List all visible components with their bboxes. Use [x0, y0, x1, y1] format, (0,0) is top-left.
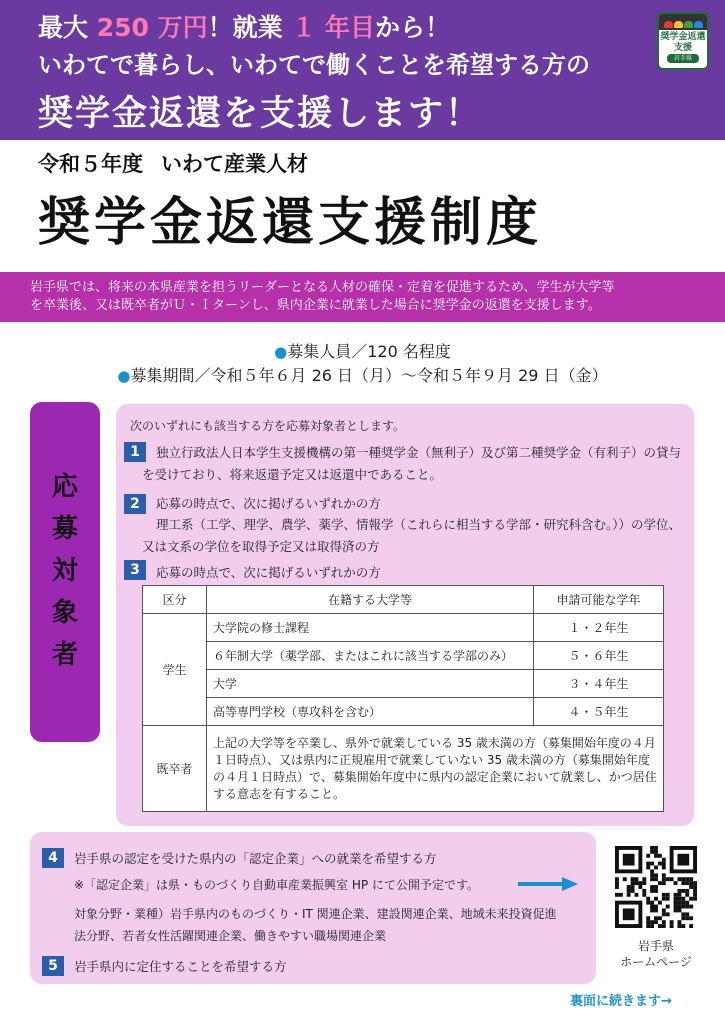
- grade-cell: ３・４年生: [534, 670, 664, 698]
- grade-cell: １・２年生: [534, 614, 664, 642]
- recruit-count: [0, 340, 725, 364]
- table-row: [143, 726, 664, 812]
- table-row: [143, 642, 664, 670]
- qr-label-line-1: 岩手県: [637, 939, 674, 953]
- program-year: 令和５年度: [38, 152, 143, 176]
- item-number-1: 1: [124, 442, 146, 462]
- bullet-icon: ●: [274, 343, 288, 361]
- item-number-2: 2: [124, 494, 146, 514]
- intro-line-1: 岩手県では、将来の本県産業を担うリーダーとなる人材の確保・定着を促進するため、学生が大学等: [30, 280, 615, 295]
- table-header: 申請可能な学年: [534, 586, 664, 614]
- eligibility-panel: [116, 404, 694, 826]
- item-number-4: 4: [42, 848, 64, 868]
- header-subheadline: いわてで暮らし、いわてで働くことを希望する方の: [38, 51, 590, 79]
- side-char: 象: [51, 598, 78, 628]
- school-cell: ６年制大学（薬学部、またはこれに該当する学部のみ）: [207, 642, 534, 670]
- item-4-text: 岩手県の認定を受けた県内の「認定企業」への就業を希望する方: [74, 851, 437, 866]
- logo-text: 奨学金返還支援: [660, 32, 706, 53]
- recruitment-info: [0, 340, 725, 388]
- intro-band: [0, 272, 725, 322]
- item-1-line-2: を受けており、将来返還予定又は返還中であること。: [142, 467, 443, 482]
- bullet-icon: ●: [117, 367, 131, 385]
- eligibility-table: [142, 585, 664, 812]
- eligibility-side-label: [30, 402, 100, 742]
- side-char: 募: [51, 514, 78, 544]
- headline-suffix: から！: [375, 13, 451, 42]
- recruit-period: [0, 364, 725, 388]
- program-subtitle: [38, 148, 308, 178]
- qr-label-line-2: ホームページ: [620, 955, 692, 969]
- headline-mid: ！就業: [207, 13, 292, 42]
- grade-cell: ５・６年生: [534, 642, 664, 670]
- category-graduate: 既卒者: [143, 726, 207, 812]
- program-subject: いわて産業人材: [161, 152, 308, 176]
- header-headline: [38, 8, 450, 44]
- item-2-line-1: 応募の時点で、次に掲げるいずれかの方: [156, 496, 381, 511]
- continue-link[interactable]: 裏面に続きます→: [570, 994, 672, 1009]
- headline-prefix: 最大: [38, 13, 97, 42]
- side-char: 対: [51, 556, 78, 586]
- eligibility-intro: 次のいずれにも該当する方を応募対象者とします。: [130, 419, 406, 433]
- headline-year: １ 年目: [291, 13, 376, 42]
- header-band: [0, 0, 725, 140]
- side-label-text: [50, 466, 80, 676]
- item-number-5: 5: [42, 956, 64, 976]
- table-row: [143, 670, 664, 698]
- recruit-period-text: 募集期間／令和５年６月 26 日（月）～令和５年９月 29 日（金）: [130, 366, 608, 385]
- table-row: [143, 698, 664, 726]
- logo-cars-icon: [659, 14, 707, 30]
- side-char: 応: [51, 472, 78, 502]
- header-tagline: 奨学金返還を支援します！: [38, 94, 483, 134]
- side-char: 者: [51, 640, 78, 670]
- item-1-line-1: 独立行政法人日本学生支援機構の第一種奨学金（無利子）及び第二種奨学金（有利子）の貸与: [156, 445, 682, 460]
- logo-sub: 岩手県: [667, 54, 699, 63]
- item-2-line-3: 又は文系の学位を取得予定又は取得済の方: [142, 539, 380, 554]
- headline-amount: 250 万円: [96, 13, 208, 42]
- item-5-text: 岩手県内に定住することを希望する方: [74, 959, 287, 974]
- category-student: 学生: [143, 614, 207, 726]
- item-2-line-2: 理工系（工学、理学、農学、薬学、情報学（これらに相当する学部・研究科含む。））の学位、: [156, 517, 682, 532]
- table-row: [143, 614, 664, 642]
- table-header: 区分: [143, 586, 207, 614]
- table-header: 在籍する大学等: [207, 586, 534, 614]
- program-logo: [657, 12, 709, 70]
- item-4-fields-line-1: 対象分野・業種）岩手県内のものづくり・IT 関連企業、建設関連企業、地域未来投資促進: [74, 907, 557, 921]
- item-4-note: ※「認定企業」は県・ものづくり自動車産業振興室 HP にて公開予定です。: [74, 878, 479, 892]
- page-title: 奨学金返還支援制度: [38, 193, 543, 253]
- qr-label: [610, 938, 702, 970]
- item-3-line-1: 応募の時点で、次に掲げるいずれかの方: [156, 565, 381, 580]
- school-cell: 大学: [207, 670, 534, 698]
- additional-conditions-panel: [30, 832, 596, 984]
- item-4-fields-line-2: 法分野、若者女性活躍関連企業、働きやすい職場関連企業: [74, 929, 387, 943]
- table-header-row: [143, 586, 664, 614]
- arrow-right-icon: [518, 876, 578, 892]
- intro-line-2: を卒業後、又は既卒者がＵ・Ｉターンし、県内企業に就業した場合に奨学金の返還を支援します。: [30, 298, 601, 313]
- school-cell: 高等専門学校（専攻科を含む）: [207, 698, 534, 726]
- grade-cell: ４・５年生: [534, 698, 664, 726]
- graduate-condition: 上記の大学等を卒業し、県外で就業している 35 歳未満の方（募集開始年度の４月１日時点）、又は県内に正規雇用で就業していない 35 歳未満の方（募集開始年度の４月１日時点）で、募集開始年度中に県内の認定企業において就業し、かつ居住する意志を有すること。: [207, 726, 664, 812]
- qr-code-icon[interactable]: [614, 846, 698, 928]
- recruit-count-text: 募集人員／120 名程度: [287, 342, 451, 361]
- school-cell: 大学院の修士課程: [207, 614, 534, 642]
- item-number-3: 3: [124, 560, 146, 580]
